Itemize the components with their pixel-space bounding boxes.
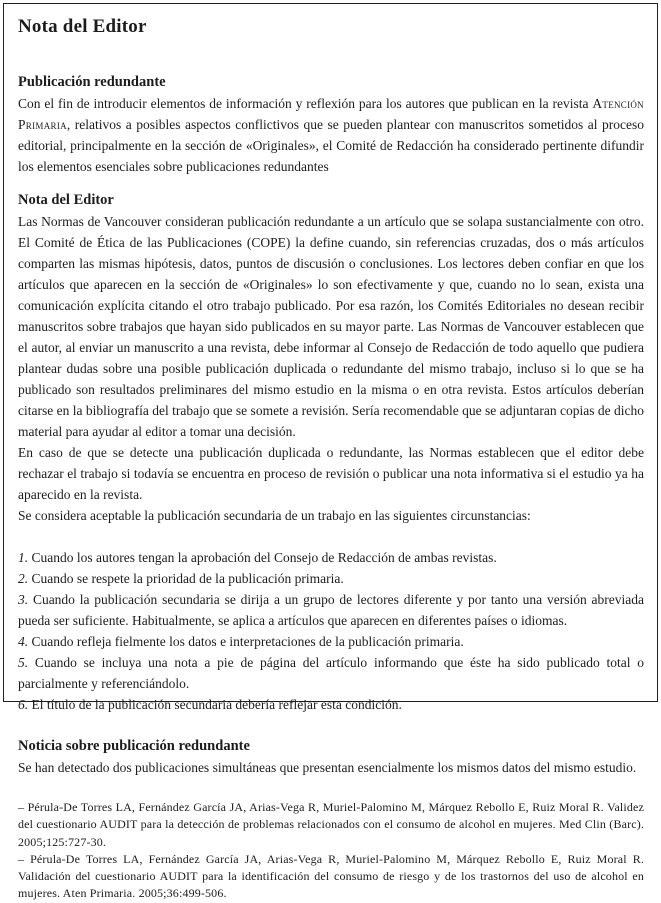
spacer	[18, 715, 644, 736]
list-item-number: 2.	[18, 571, 29, 586]
document-page	[3, 3, 658, 901]
paragraph-nota-2: En caso de que se detecte una publicación duplicada o redundante, las Normas establecen que el editor debe rechazar el trabajo si todavía se encuentra en proceso de revisión o publicar una nota informativa si el estudio ya ha aparecido en la revista.	[18, 445, 644, 502]
section-heading-publicacion-redundante: Publicación redundante	[18, 74, 166, 90]
list-item-text: Cuando los autores tengan la aprobación del Consejo de Redacción de ambas revistas.	[31, 550, 497, 565]
paragraph-nota-3: Se considera aceptable la publicación secundaria de un trabajo en las siguientes circunstancias:	[18, 508, 531, 523]
list-item-number: 6.	[18, 697, 29, 712]
spacer	[18, 38, 644, 72]
spacer	[18, 526, 644, 547]
paragraph-noticia: Se han detectado dos publicaciones simultáneas que presentan esencialmente los mismos datos del mismo estudio.	[18, 760, 637, 775]
criteria-list	[18, 547, 644, 715]
list-item	[18, 631, 644, 652]
list-item-text: Cuando se incluya una nota a pie de página del artículo informando que éste ha sido publicado total o parcialmente y referenciándolo.	[18, 655, 644, 691]
spacer	[18, 177, 644, 190]
list-item	[18, 589, 644, 631]
reference-item: – Pérula-De Torres LA, Fernández García JA, Arias-Vega R, Muriel-Palomino M, Márquez Rebollo E, Ruiz Moral R. Validación del cuestionario AUDIT para la identificación del consumo de riesgo y de los trastornos del uso de alcohol en mujeres. Aten Primaria. 2005;36:499-506.	[18, 851, 644, 901]
list-item-text: Cuando la publicación secundaria se dirija a un grupo de lectores diferente y por tanto una versión abreviada pueda ser suficiente. Habitualmente, se aplica a artículos que aparecen en diferentes países o idiomas.	[18, 592, 644, 628]
list-item	[18, 652, 644, 694]
section-heading-nota-del-editor: Nota del Editor	[18, 192, 114, 208]
paragraph-nota-1: Las Normas de Vancouver consideran publicación redundante a un artículo que se solapa sustancialmente con otro. El Comité de Ética de las Publicaciones (COPE) la define cuando, sin referencias cruzadas, dos o más artículos comparten las mismas hipótesis, datos, puntos de discusión o conclusiones. Los lectores deben confiar en que los artículos que aparecen en la sección de «Originales» lo son efectivamente y que, cuando no lo sean, exista una comunicación explícita citando el otro trabajo publicado. Por esa razón, los Comités Editoriales no desean recibir manuscritos sobre trabajos que hayan sido publicados en su mayor parte. Las Normas de Vancouver establecen que el autor, al enviar un manuscrito a una revista, debe informar al Consejo de Redacción de todo aquello que pudiera plantear dudas sobre una posible publicación duplicada o redundante del mismo trabajo, incluso si lo que se ha publicado son resultados preliminares del mismo estudio en la misma o en otra revista. Estos artículos deberían citarse en la bibliografía del trabajo que se somete a revisión. Sería recomendable que se adjuntaran copias de dicho material para ayudar al editor a tomar una decisión.	[18, 214, 644, 439]
paragraph-publicacion-redundante	[18, 93, 644, 177]
list-item	[18, 568, 644, 589]
list-item-text: El título de la publicación secundaria debería reflejar esta condición.	[31, 697, 402, 712]
paragraph-text-post: , relativos a posibles aspectos conflictivos que se pueden plantear con manuscritos sometidos al proceso editorial, principalmente en la sección de «Originales», el Comité de Redacción ha considerado pertinente difundir los elementos esenciales sobre publicaciones redundantes	[18, 117, 644, 174]
reference-item: – Pérula-De Torres LA, Fernández García JA, Arias-Vega R, Muriel-Palomino M, Márquez Rebollo E, Ruiz Moral R. Validez del cuestionario AUDIT para la detección de problemas relacionados con el consumo de alcohol en mujeres. Med Clin (Barc). 2005;125:727-30.	[18, 800, 644, 849]
list-item-number: 3.	[18, 592, 29, 607]
list-item-text: Cuando se respete la prioridad de la publicación primaria.	[31, 571, 344, 586]
list-item-number: 5.	[18, 655, 29, 670]
page-title: Nota del Editor	[18, 16, 147, 37]
list-item-number: 1.	[18, 550, 29, 565]
references-list	[18, 799, 644, 903]
paragraph-text-pre: Con el fin de introducir elementos de información y reflexión para los autores que publican en la revista	[18, 96, 593, 111]
journal-name: Atención Primaria	[18, 96, 644, 132]
list-item-text: Cuando refleja fielmente los datos e interpretaciones de la publicación primaria.	[31, 634, 464, 649]
list-item-number: 4.	[18, 634, 29, 649]
list-item	[18, 547, 644, 568]
list-item	[18, 694, 644, 715]
section-heading-noticia: Noticia sobre publicación redundante	[18, 738, 250, 754]
spacer	[18, 778, 644, 799]
